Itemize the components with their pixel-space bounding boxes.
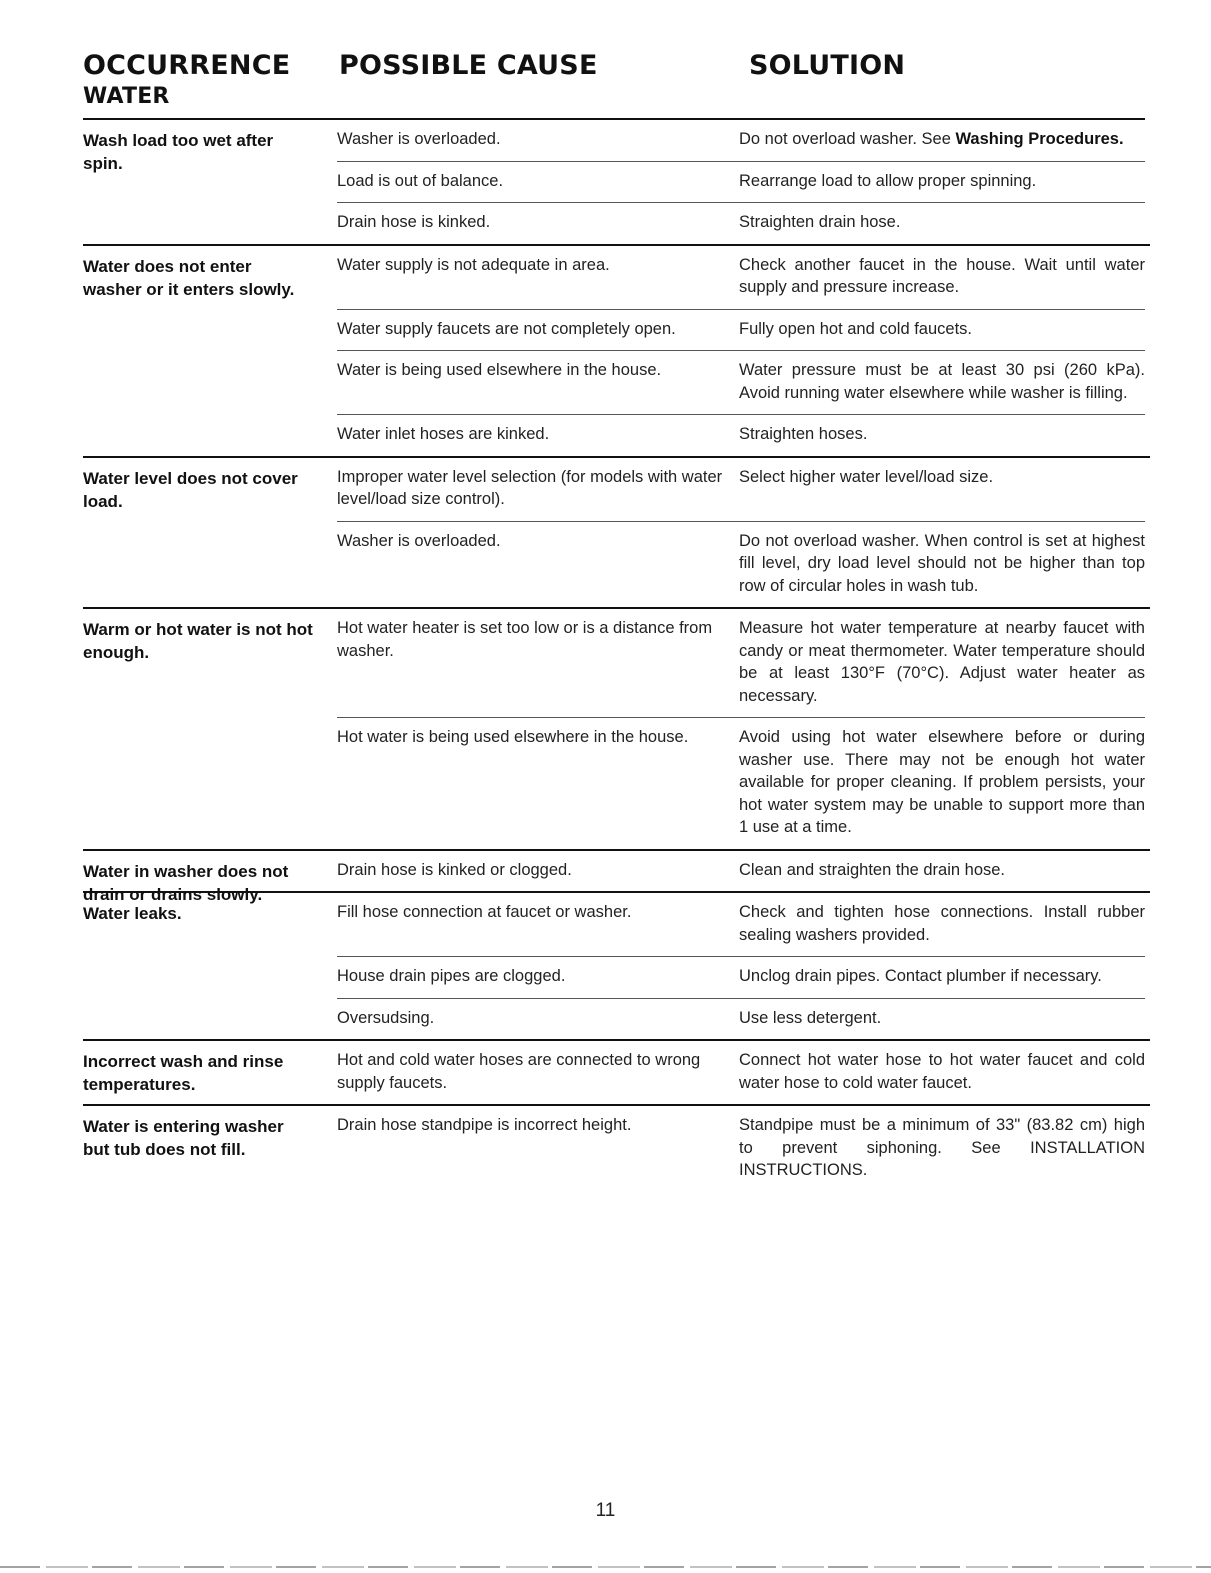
table-row	[337, 1041, 1145, 1104]
table-row	[337, 956, 1145, 998]
page-number: 11	[595, 1500, 616, 1521]
table-header	[83, 50, 1150, 118]
solution-text	[739, 128, 1145, 151]
troubleshooting-page	[83, 50, 1150, 1192]
occurrence-label: Water is entering washer but tub does not fill.	[83, 1117, 284, 1159]
solution-text	[739, 170, 1145, 193]
table-row	[337, 609, 1145, 717]
possible-cause: Drain hose standpipe is incorrect height.	[337, 1116, 632, 1134]
solution-text	[739, 423, 1145, 446]
solution-main: Check and tighten hose connections. Install rubber sealing washers provided.	[739, 903, 1145, 944]
problem-group	[83, 1106, 1150, 1192]
solution-main: Do not overload washer. See	[739, 130, 956, 148]
solution-reference: Washing Procedures.	[955, 130, 1124, 148]
solution-text	[739, 254, 1145, 299]
solution-main: Straighten drain hose.	[739, 213, 901, 231]
solution-text	[739, 318, 1145, 341]
possible-cause: Water supply is not adequate in area.	[337, 255, 610, 274]
table-row	[337, 1106, 1145, 1192]
occurrence-label: Water does not enter washer or it enters slowly.	[83, 256, 295, 299]
table-row	[337, 350, 1145, 414]
solution-text	[739, 466, 1145, 511]
problem-group	[83, 893, 1150, 1039]
cause-list	[337, 120, 1145, 244]
possible-cause: Hot and cold water hoses are connected to wrong supply faucets.	[337, 1051, 701, 1092]
section-title: WATER	[83, 84, 170, 109]
solution-main: Measure hot water temperature at nearby faucet with candy or meat thermometer. Water temperature should be at least 130°F (70°C). Adjust water heater as necessary.	[739, 619, 1145, 705]
table-row	[337, 120, 1145, 161]
cause-list	[337, 893, 1145, 1039]
possible-cause: Improper water level selection (for models with water level/load size control).	[337, 467, 723, 508]
solution-text	[739, 901, 1145, 946]
solution-main: Use less detergent.	[739, 1008, 882, 1027]
occurrence-header: OCCURRENCE	[83, 50, 291, 81]
cause-list	[337, 246, 1145, 456]
solution-text	[739, 359, 1145, 404]
solution-text	[739, 726, 1145, 839]
problem-group	[83, 120, 1150, 244]
table-row	[337, 521, 1145, 608]
solution-main: Water pressure must be at least 30 psi (260 kPa). Avoid running water elsewhere while washer is filling.	[739, 361, 1145, 402]
table-row	[337, 161, 1145, 203]
table-row	[337, 893, 1145, 956]
table-row	[337, 309, 1145, 351]
problem-group	[83, 609, 1150, 849]
table-row	[337, 202, 1145, 244]
problem-group	[83, 851, 1150, 904]
possible-cause: Drain hose is kinked or clogged.	[337, 860, 572, 879]
occurrence-label: Wash load too wet after spin.	[83, 131, 274, 173]
problem-group	[83, 246, 1150, 456]
solution-header: SOLUTION	[749, 50, 906, 81]
problem-group	[83, 458, 1150, 608]
table-row	[337, 246, 1145, 309]
solution-main: Select higher water level/load size.	[739, 467, 994, 486]
solution-main: Rearrange load to allow proper spinning.	[739, 171, 1037, 190]
solution-main: Straighten hoses.	[739, 425, 868, 443]
possible-cause: Fill hose connection at faucet or washer.	[337, 903, 632, 921]
solution-main: Standpipe must be a minimum of 33" (83.82 cm) high to prevent siphoning. See INSTALLATION INSTRUCTIONS.	[739, 1116, 1145, 1179]
solution-text	[739, 965, 1145, 988]
cause-list	[337, 609, 1145, 849]
possible-cause: Washer is overloaded.	[337, 130, 501, 148]
solution-text	[739, 1114, 1145, 1182]
possible-cause: Water supply faucets are not completely open.	[337, 319, 676, 338]
table-row	[337, 414, 1145, 456]
solution-text	[739, 530, 1145, 598]
solution-text	[739, 1007, 1145, 1030]
cause-list	[337, 851, 1145, 892]
solution-main: Connect hot water hose to hot water faucet and cold water hose to cold water faucet.	[739, 1051, 1145, 1092]
solution-text	[739, 211, 1145, 234]
solution-main: Check another faucet in the house. Wait until water supply and pressure increase.	[739, 255, 1145, 296]
occurrence-label: Water level does not cover load.	[83, 468, 298, 511]
occurrence-label: Warm or hot water is not hot enough.	[83, 620, 313, 662]
possible-cause: Oversudsing.	[337, 1008, 435, 1027]
occurrence-label: Incorrect wash and rinse temperatures.	[83, 1052, 284, 1094]
solution-text	[739, 1049, 1145, 1094]
solution-main: Unclog drain pipes. Contact plumber if necessary.	[739, 967, 1102, 985]
possible-cause-header: POSSIBLE CAUSE	[339, 50, 598, 81]
occurrence-label: Water leaks.	[83, 904, 182, 923]
possible-cause: Load is out of balance.	[337, 171, 504, 190]
table-row	[337, 851, 1145, 892]
possible-cause: House drain pipes are clogged.	[337, 967, 566, 985]
possible-cause: Water is being used elsewhere in the house.	[337, 361, 662, 379]
solution-main: Clean and straighten the drain hose.	[739, 860, 1006, 879]
problem-group	[83, 1041, 1150, 1104]
cause-list	[337, 1041, 1145, 1104]
cause-list	[337, 1106, 1145, 1192]
solution-main: Avoid using hot water elsewhere before or during washer use. There may not be enough hot water available for proper cleaning. If problem persists, your hot water system may be unable to support more than 1 use at a time.	[739, 728, 1145, 836]
possible-cause: Hot water heater is set too low or is a distance from washer.	[337, 619, 713, 660]
possible-cause: Hot water is being used elsewhere in the house.	[337, 728, 689, 746]
solution-main: Fully open hot and cold faucets.	[739, 319, 972, 338]
solution-text	[739, 859, 1145, 882]
cause-list	[337, 458, 1145, 608]
possible-cause: Drain hose is kinked.	[337, 213, 491, 231]
table-row	[337, 458, 1145, 521]
scan-edge	[0, 1566, 1211, 1568]
solution-main: Do not overload washer. When control is set at highest fill level, dry load level should not be higher than top row of circular holes in wash tub.	[739, 531, 1145, 595]
table-row	[337, 998, 1145, 1040]
occurrence-label: Water in washer does not drain or drains slowly.	[83, 861, 289, 904]
possible-cause: Washer is overloaded.	[337, 531, 501, 550]
solution-text	[739, 617, 1145, 707]
possible-cause: Water inlet hoses are kinked.	[337, 425, 550, 443]
troubleshooting-table	[83, 120, 1150, 1192]
table-row	[337, 717, 1145, 849]
